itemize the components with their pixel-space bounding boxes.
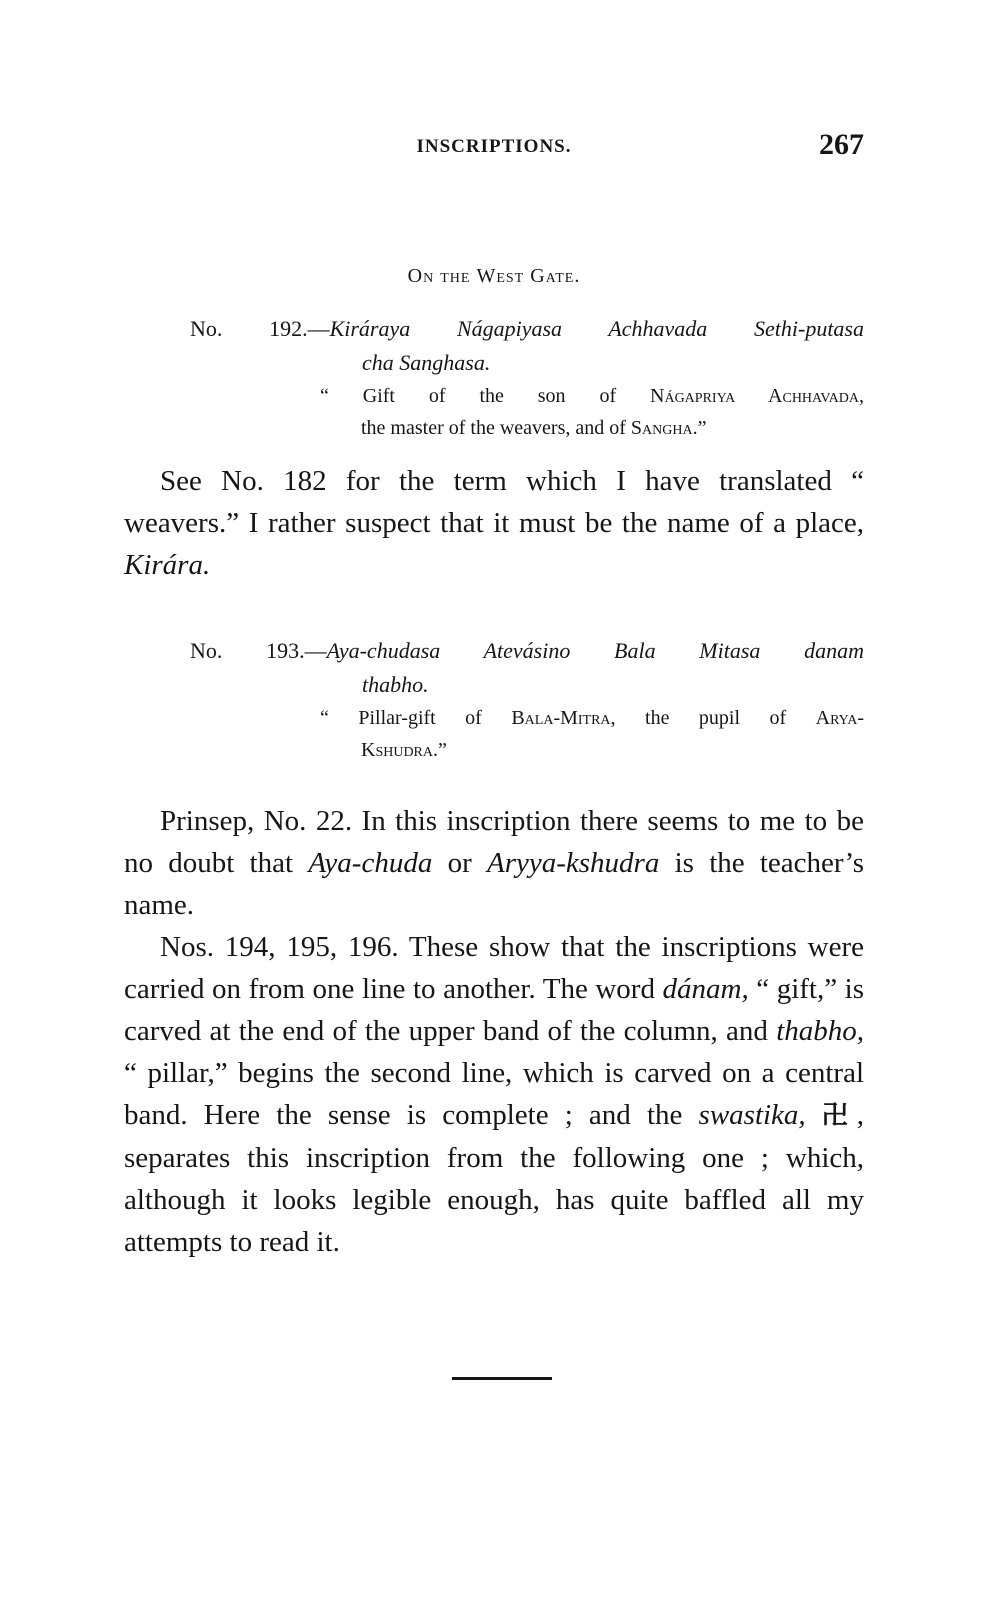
entry-193-trans-name2a: Arya- — [815, 707, 864, 729]
heading-word-gate: Gate. — [530, 265, 581, 287]
entry-192-trans-name1: Nágapriya Achhavada, — [650, 385, 864, 407]
swastika-symbol: 卍 — [821, 1101, 857, 1131]
paragraph-3 — [124, 926, 864, 1263]
paragraph-3-word1: dánam, — [662, 973, 749, 1005]
entry-192-trans-name2: Sangha. — [630, 417, 698, 439]
paragraph-1-place: Kirára. — [124, 549, 211, 581]
paragraph-3-text-c: “ pillar,” begins the second line, which is carved on a central band. Here the sense is complete ; and the — [124, 1057, 864, 1131]
inscription-entry-192 — [190, 312, 864, 444]
paragraph-2 — [124, 800, 864, 926]
entry-192-trans-mid: the master of the weavers, and of — [361, 417, 631, 439]
paragraph-2-text-a: Prinsep, No. 22. In this inscription there seems to me to be no doubt that — [124, 805, 864, 879]
page-number: 267 — [819, 128, 864, 161]
paragraph-2-name1: Aya-chuda — [308, 847, 433, 879]
paragraph-1-text: See No. 182 for the term which I have translated “ weavers.” I rather suspect that it must be the name of a place, — [124, 465, 864, 539]
entry-193-translit-line1: Aya-chudasa Atevásino Bala Mitasa danam — [326, 638, 864, 663]
entry-193-trans-mid: the pupil of — [615, 707, 816, 729]
paragraph-2-text-b: or — [432, 847, 487, 879]
running-head — [124, 128, 864, 172]
paragraph-3-text-a: Nos. 194, 195, 196. These show that the inscriptions were carried on from one line to another. The word — [124, 931, 864, 1005]
entry-193-translit-line2: thabho. — [362, 672, 429, 697]
paragraph-2-name2: Aryya-kshudra — [487, 847, 660, 879]
inscription-entry-193 — [190, 634, 864, 766]
entry-192-trans-open: “ Gift of the son of — [320, 385, 651, 407]
heading-word-the: the — [440, 265, 471, 287]
entry-193-trans-name1: Bala-Mitra, — [511, 707, 616, 729]
entry-193-transliteration — [190, 634, 864, 702]
entry-192-number: No. 192.— — [190, 316, 330, 341]
entry-192-translation — [190, 380, 864, 444]
entry-192-translit-line1: Kiráraya Nágapiyasa Achhavada Sethi-putasa — [329, 316, 864, 341]
running-title: INSCRIPTIONS. — [416, 136, 572, 157]
entry-193-translation — [190, 702, 864, 766]
paragraph-1 — [124, 460, 864, 586]
paragraph-3-word3: swastika, — [698, 1099, 806, 1131]
heading-word-west: West — [476, 265, 525, 287]
end-rule — [452, 1377, 552, 1380]
entry-193-trans-close: ” — [438, 739, 447, 761]
paragraph-3-text-d: , separates this inscription from the following one ; which, although it looks legible enough, has quite baffled all my attempts to read it. — [124, 1099, 864, 1258]
entry-192-translit-line2: cha Sanghasa. — [362, 350, 491, 375]
section-heading — [124, 265, 864, 288]
paragraph-2-text-c: is the teacher’s name. — [124, 847, 864, 921]
entry-192-transliteration — [190, 312, 864, 380]
paragraph-3-word2: thabho, — [776, 1015, 864, 1047]
entry-192-trans-close: ” — [697, 417, 707, 439]
entry-193-number: No. 193.— — [190, 638, 327, 663]
entry-193-trans-name2b: Kshudra. — [361, 739, 439, 761]
paragraph-3-text-b: “ gift,” is carved at the end of the upper band of the column, and — [124, 973, 865, 1047]
heading-word-on: On — [407, 265, 435, 287]
entry-193-trans-open: “ Pillar-gift of — [320, 707, 512, 729]
